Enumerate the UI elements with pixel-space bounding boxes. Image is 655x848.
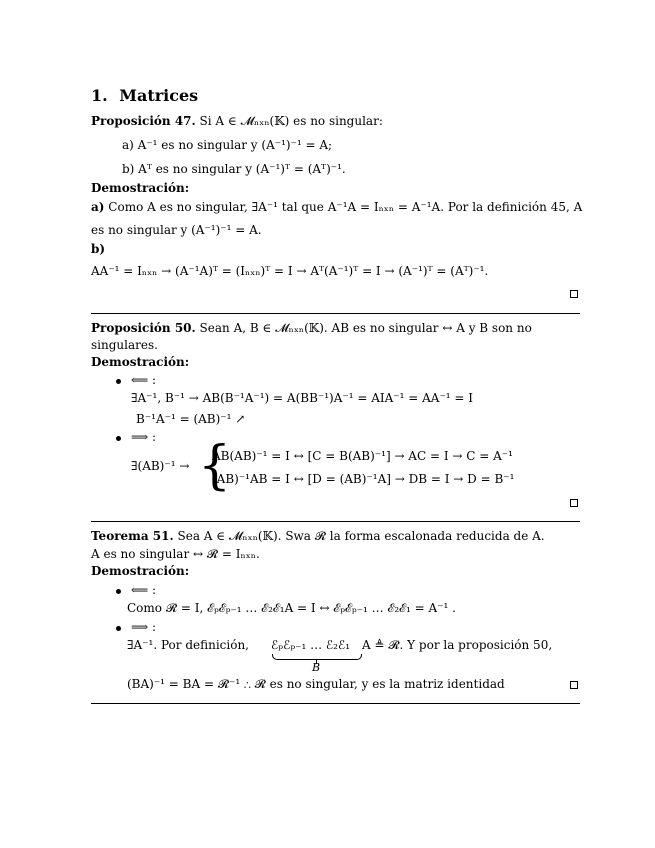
qed-square-icon [570,290,578,298]
bullet-icon [116,589,121,594]
thm51-underbrace-label: B [312,661,321,674]
section-heading [91,86,198,105]
divider [91,521,580,522]
prop47-proof-a-label: a) [91,200,105,214]
qed-square-icon [570,681,578,689]
prop50-statement-line1 [91,321,532,336]
thm51-statement-line1 [91,529,545,544]
prop47-item-b: b) Aᵀ es no singular y (A⁻¹)ᵀ = (Aᵀ)⁻¹. [122,162,346,176]
prop47-item-a: a) A⁻¹ es no singular y (A⁻¹)⁻¹ = A; [122,138,333,152]
prop50-statement-line2: singulares. [91,338,158,352]
bullet-icon [116,626,121,631]
prop50-case2-line2: (AB)⁻¹AB = I ↔ [D = (AB)⁻¹A] → DB = I → D = B⁻¹ [212,472,515,486]
thm51-case2-last: (BA)⁻¹ = BA = 𝓡⁻¹ ∴ 𝓡 es no singular, y es la matriz identidad [127,677,505,691]
prop50-case2-label: ⟹ : [131,430,157,444]
prop50-case1-line1: ∃A⁻¹, B⁻¹ → AB(B⁻¹A⁻¹) = A(BB⁻¹)A⁻¹ = AIA⁻¹ = AA⁻¹ = I [131,391,474,405]
prop47-statement: Si A ∈ 𝓜ₙₓₙ(𝕂) es no singular: [199,114,383,128]
thm51-case2-pre: ∃A⁻¹. Por definición, [127,638,249,652]
left-brace-icon: { [198,436,232,496]
thm51-proof-label: Demostración: [91,564,190,578]
thm51-statement-line2: A es no singular ↔ 𝓡 = Iₙₓₙ. [91,547,260,561]
qed-square-icon [570,499,578,507]
prop50-proof-label: Demostración: [91,355,190,369]
thm51-case1-label: ⟸ : [131,583,157,597]
divider [91,313,580,314]
prop47-proof-b-label: b) [91,242,106,256]
prop50-case2-lhs: ∃(AB)⁻¹ → [131,459,190,473]
section-number: 1. [91,86,108,105]
prop47-proof-a-line2: es no singular y (A⁻¹)⁻¹ = A. [91,223,262,237]
thm51-case2-post: A ≜ 𝓡. Y por la proposición 50, [362,638,553,652]
divider [91,703,580,704]
prop50-statement: Sean A, B ∈ 𝓜ₙₓₙ(𝕂). AB es no singular ↔ A y B son no [199,321,532,335]
prop47-proof-a-line1 [91,200,582,214]
thm51-label: Teorema 51. [91,529,174,543]
underbrace-icon [272,654,362,660]
bullet-icon [116,436,121,441]
thm51-statement: Sea A ∈ 𝓜ₙₓₙ(𝕂). Swa 𝓡 la forma escalonada reducida de A. [177,529,545,543]
section-title: Matrices [119,86,199,105]
prop50-case1-label: ⟸ : [131,373,157,387]
thm51-case2-label: ⟹ : [131,620,157,634]
prop50-label: Proposición 50. [91,321,196,335]
thm51-case2-brace-text: ℰₚℰₚ₋₁ … ℰ₂ℰ₁ [271,638,351,652]
prop50-case1-line2: B⁻¹A⁻¹ = (AB)⁻¹ ↗ [136,412,246,426]
prop50-case2-line1: AB(AB)⁻¹ = I ↔ [C = B(AB)⁻¹] → AC = I → C = A⁻¹ [212,449,513,463]
prop47-proof-b-equation: AA⁻¹ = Iₙₓₙ → (A⁻¹A)ᵀ = (Iₙₓₙ)ᵀ = I → Aᵀ(A⁻¹)ᵀ = I → (A⁻¹)ᵀ = (Aᵀ)⁻¹. [91,264,489,278]
prop47-label: Proposición 47. [91,114,196,128]
prop47-proof-label: Demostración: [91,181,190,195]
prop47-statement-line [91,114,383,129]
prop47-proof-a-text: Como A es no singular, ∃A⁻¹ tal que A⁻¹A = Iₙₓₙ = A⁻¹A. Por la definición 45, A [108,200,583,214]
thm51-case1-line: Como 𝓡 = I, ℰₚℰₚ₋₁ … ℰ₂ℰ₁A = I ↔ ℰₚℰₚ₋₁ … ℰ₂ℰ₁ = A⁻¹ . [127,601,456,615]
bullet-icon [116,379,121,384]
